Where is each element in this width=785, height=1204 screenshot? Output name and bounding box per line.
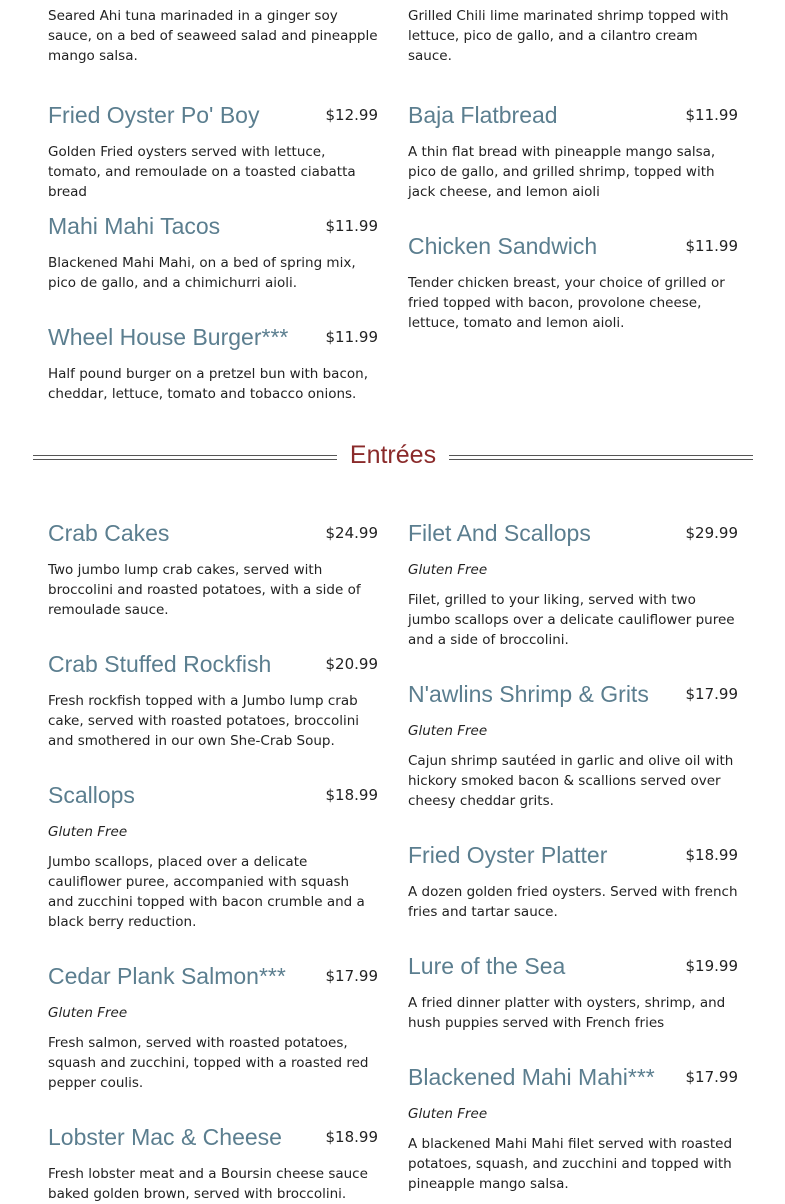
menu-item bbox=[48, 320, 378, 404]
item-description: Golden Fried oysters served with lettuce, tomato, and remoulade on a toasted ciabatta bread bbox=[48, 144, 356, 200]
menu-item bbox=[408, 1060, 738, 1194]
item-price: $18.99 bbox=[325, 1128, 378, 1146]
item-description: Half pound burger on a pretzel bun with bacon, cheddar, lettuce, tomato and tobacco onions. bbox=[48, 366, 368, 402]
menu-item bbox=[408, 229, 738, 333]
item-name: Baja Flatbread bbox=[408, 102, 558, 128]
gluten-free-tag: Gluten Free bbox=[48, 1005, 128, 1021]
menu-item bbox=[408, 949, 738, 1033]
divider bbox=[33, 455, 337, 460]
item-description: Fresh salmon, served with roasted potatoes, squash and zucchini, topped with a roasted red pepper coulis. bbox=[48, 1035, 369, 1091]
item-price: $17.99 bbox=[325, 967, 378, 985]
item-description: A thin flat bread with pineapple mango salsa, pico de gallo, and grilled shrimp, topped with jack cheese, and lemon aioli bbox=[408, 144, 716, 200]
item-price: $11.99 bbox=[325, 328, 378, 346]
menu-item bbox=[48, 516, 378, 620]
gluten-free-tag: Gluten Free bbox=[48, 824, 128, 840]
menu-item bbox=[48, 209, 378, 293]
gluten-free-tag: Gluten Free bbox=[408, 723, 488, 739]
gluten-free-tag: Gluten Free bbox=[408, 1106, 488, 1122]
gluten-free-tag: Gluten Free bbox=[408, 562, 488, 578]
item-description: Two jumbo lump crab cakes, served with broccolini and roasted potatoes, with a side of remoulade sauce. bbox=[48, 562, 361, 618]
item-price: $29.99 bbox=[685, 524, 738, 542]
item-price: $18.99 bbox=[685, 846, 738, 864]
item-description: Blackened Mahi Mahi, on a bed of spring mix, pico de gallo, and a chimichurri aioli. bbox=[48, 255, 356, 291]
item-description: Jumbo scallops, placed over a delicate cauliflower puree, accompanied with squash and zucchini topped with bacon crumble and a black berry reduction. bbox=[48, 854, 365, 930]
item-name: Blackened Mahi Mahi*** bbox=[408, 1064, 655, 1090]
item-name: Lure of the Sea bbox=[408, 953, 566, 979]
item-name: Lobster Mac & Cheese bbox=[48, 1124, 282, 1150]
divider bbox=[449, 455, 753, 460]
item-name: Cedar Plank Salmon*** bbox=[48, 963, 286, 989]
section-title: Entrées bbox=[349, 441, 437, 469]
item-price: $24.99 bbox=[325, 524, 378, 542]
item-price: $11.99 bbox=[685, 237, 738, 255]
item-name: Wheel House Burger*** bbox=[48, 324, 289, 350]
item-price: $20.99 bbox=[325, 655, 378, 673]
item-name: Chicken Sandwich bbox=[408, 233, 598, 259]
menu-item bbox=[408, 98, 738, 202]
item-name: Fried Oyster Platter bbox=[408, 842, 608, 868]
item-price: $17.99 bbox=[685, 685, 738, 703]
item-name: N'awlins Shrimp & Grits bbox=[408, 681, 649, 707]
item-description: Seared Ahi tuna marinaded in a ginger soy sauce, on a bed of seaweed salad and pineapple mango salsa. bbox=[48, 8, 378, 64]
menu-item bbox=[48, 647, 378, 751]
menu-item bbox=[408, 838, 738, 922]
item-price: $12.99 bbox=[325, 106, 378, 124]
item-price: $19.99 bbox=[685, 957, 738, 975]
item-description: Filet, grilled to your liking, served with two jumbo scallops over a delicate cauliflower puree and a side of broccolini. bbox=[408, 592, 735, 648]
menu-item bbox=[48, 778, 378, 932]
menu-item bbox=[408, 677, 738, 811]
item-name: Crab Stuffed Rockfish bbox=[48, 651, 272, 677]
item-description: A fried dinner platter with oysters, shrimp, and hush puppies served with French fries bbox=[408, 995, 726, 1031]
item-price: $18.99 bbox=[325, 786, 378, 804]
item-description: A blackened Mahi Mahi filet served with roasted potatoes, squash, and zucchini and topped with pineapple mango salsa. bbox=[408, 1136, 733, 1192]
item-price: $17.99 bbox=[685, 1068, 738, 1086]
item-description: Grilled Chili lime marinated shrimp topped with lettuce, pico de gallo, and a cilantro cream sauce. bbox=[408, 8, 729, 64]
item-name: Scallops bbox=[48, 782, 135, 808]
menu-item bbox=[48, 1120, 378, 1204]
item-description: A dozen golden fried oysters. Served with french fries and tartar sauce. bbox=[408, 884, 738, 920]
item-name: Fried Oyster Po' Boy bbox=[48, 102, 260, 128]
item-price: $11.99 bbox=[685, 106, 738, 124]
section-header bbox=[33, 436, 753, 476]
item-price: $11.99 bbox=[325, 217, 378, 235]
item-name: Mahi Mahi Tacos bbox=[48, 213, 221, 239]
item-name: Crab Cakes bbox=[48, 520, 170, 546]
item-description: Fresh lobster meat and a Boursin cheese sauce baked golden brown, served with broccolini. bbox=[48, 1166, 368, 1202]
item-description: Fresh rockfish topped with a Jumbo lump crab cake, served with roasted potatoes, broccolini and smothered in our own She-Crab Soup. bbox=[48, 693, 360, 749]
item-name: Filet And Scallops bbox=[408, 520, 591, 546]
menu-item bbox=[48, 98, 378, 202]
menu-item bbox=[408, 516, 738, 650]
item-description: Tender chicken breast, your choice of grilled or fried topped with bacon, provolone cheese, lettuce, tomato and lemon aioli. bbox=[408, 275, 725, 331]
item-description: Cajun shrimp sautéed in garlic and olive oil with hickory smoked bacon & scallions served over cheesy cheddar grits. bbox=[408, 753, 734, 809]
menu-item bbox=[48, 959, 378, 1093]
